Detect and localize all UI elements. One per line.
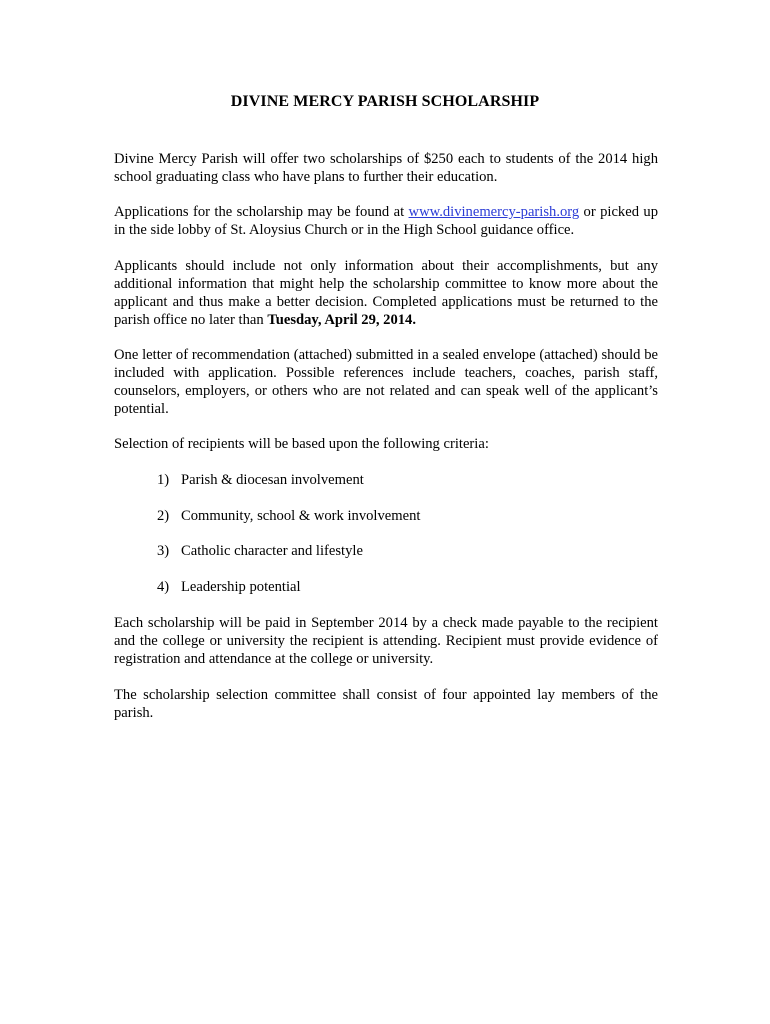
criteria-text: Leadership potential (181, 579, 301, 595)
paragraph-committee: The scholarship selection committee shall consist of four appointed lay members of the parish. (114, 687, 658, 721)
paragraph-payment: Each scholarship will be paid in September 2014 by a check made payable to the recipient and the college or university the recipient is attending. Recipient must provide evidence of registration and attendance at the college or university. (114, 615, 658, 667)
criteria-number: 4) (157, 579, 170, 595)
paragraph-applicants (114, 257, 658, 329)
paragraph-applications (114, 203, 658, 239)
criteria-list-item (157, 471, 364, 489)
parish-website-link[interactable]: www.divinemercy-parish.org (408, 204, 580, 220)
paragraph-recommendation: One letter of recommendation (attached) submitted in a sealed envelope (attached) should be included with application. Possible references include teachers, coaches, parish staff, counselors, employers, or others who are not related and can speak well of the applicant’s potential. (114, 347, 658, 417)
criteria-list-item (157, 507, 420, 525)
paragraph-applications-text-start: Applications for the scholarship may be found at (114, 204, 409, 220)
criteria-list-item (157, 542, 363, 560)
criteria-list-item (157, 578, 301, 596)
criteria-number: 3) (157, 543, 170, 559)
criteria-number: 1) (157, 472, 170, 488)
paragraph-intro: Divine Mercy Parish will offer two scholarships of $250 each to students of the 2014 high school graduating class who have plans to further their education. (114, 151, 658, 185)
criteria-text: Parish & diocesan involvement (181, 472, 364, 488)
paragraph-applicants-text: Applicants should include not only information about their accomplishments, but any additional information that might help the scholarship committee to know more about the applicant and thus make a better decision. Completed applications must be returned to the parish office no later than (114, 258, 658, 328)
document-title: DIVINE MERCY PARISH SCHOLARSHIP (230, 93, 540, 110)
criteria-text: Community, school & work involvement (181, 508, 421, 524)
criteria-number: 2) (157, 508, 170, 524)
deadline-date: Tuesday, April 29, 2014. (267, 312, 417, 328)
criteria-text: Catholic character and lifestyle (181, 543, 363, 559)
paragraph-applications-text-end: or picked up in the side lobby of St. Aloysius Church or in the High School guidance office. (114, 204, 658, 238)
paragraph-selection-intro: Selection of recipients will be based upon the following criteria: (114, 436, 489, 452)
